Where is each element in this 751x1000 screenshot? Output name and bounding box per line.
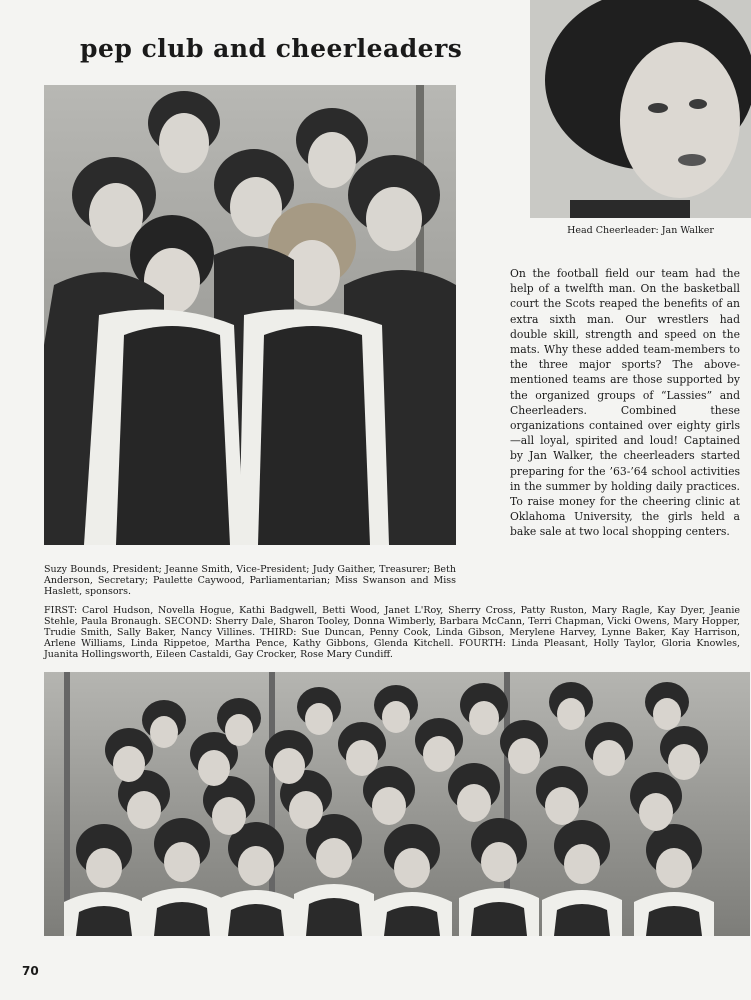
page-title: pep club and cheerleaders — [80, 34, 463, 63]
pep-club-group-photo — [44, 672, 750, 936]
group-caption: FIRST: Carol Hudson, Novella Hogue, Kathi Badgwell, Betti Wood, Janet L'Roy, Sherry Cross, Patty Ruston, Mary Ragle, Kay Dyer, Jeanie Stehle, Paula Bronaugh. SECOND: Sherry Dale, Sharon Tooley, Donna Wimberly, Barbara McCann, Terri Chapman, Vicki Owens, Mary Hopper, Trudie Smith, Sally Baker, Nancy Villines. THIRD: Sue Duncan, Penny Cook, Linda Gibson, Merylene Harvey, Lynne Baker, Kay Harrison, Arlene Williams, Linda Rippetoe, Martha Pence, Kathy Gibbons, Glenda Kitchell. FOURTH: Linda Pleasant, Holly Taylor, Gloria Knowles, Juanita Hollingsworth, Eileen Castaldi, Gay Crocker, Rose Mary Cundiff. — [44, 605, 740, 660]
head-cheerleader-caption: Head Cheerleader: Jan Walker — [567, 225, 714, 236]
officers-caption: Suzy Bounds, President; Jeanne Smith, Vice-President; Judy Gaither, Treasurer; Beth Anderson, Secretary; Paulette Caywood, Parliamentarian; Miss Swanson and Miss Haslett, sponsors. — [44, 564, 456, 597]
head-cheerleader-photo — [530, 0, 751, 218]
officers-photo — [44, 85, 456, 545]
article-body: On the football field our team had the help of a twelfth man. On the basketball court the Scots reaped the benefits of an extra sixth man. Our wrestlers had double skill, strength and speed on the mats. Why these added team-members to the three major sports? The above-mentioned teams are those supported by the organized groups of “Lassies” and Cheerleaders. Combined these organizations contained over eighty girls—all loyal, spirited and loud! Captained by Jan Walker, the cheerleaders started preparing for the ’63-’64 school activities in the summer by holding daily practices. To raise money for the cheering clinic at Oklahoma University, the girls held a bake sale at two local shopping centers. — [510, 267, 740, 539]
page-number: 70 — [22, 964, 39, 978]
